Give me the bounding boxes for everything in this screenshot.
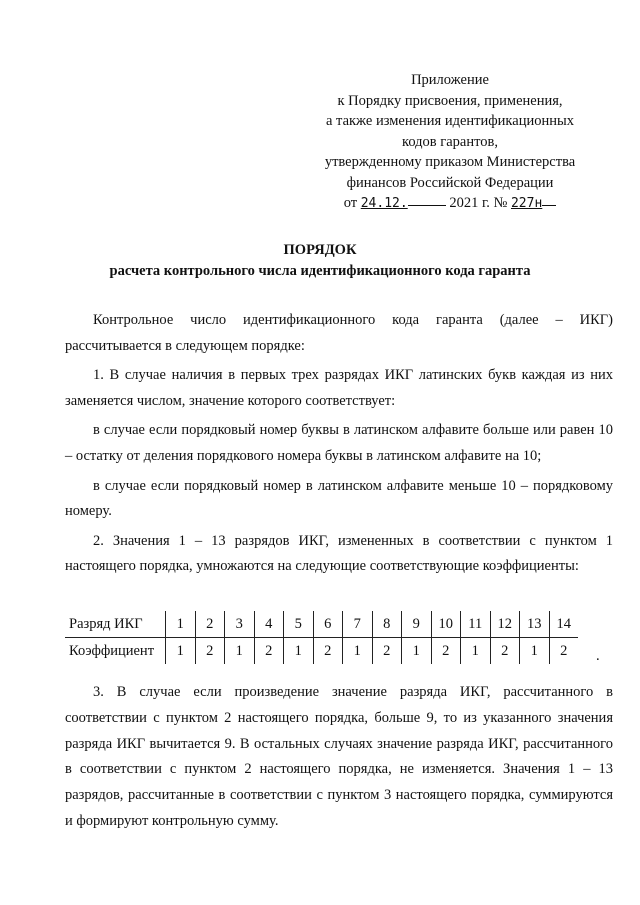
row-header-coefficient: Коэффициент <box>65 638 166 665</box>
document-title <box>0 240 640 282</box>
table-cell: 14 <box>549 611 578 638</box>
table-cell: 2 <box>195 611 225 638</box>
appendix-line: к Порядку присвоения, применения, <box>337 92 563 109</box>
document-body <box>65 308 613 580</box>
table-cell: 12 <box>490 611 520 638</box>
order-year: 2021 г. № <box>449 195 508 211</box>
table-trailing-period: . <box>596 648 600 664</box>
table-cell: 2 <box>313 638 343 665</box>
appendix-line: утвержденному приказом Министерства <box>324 154 576 170</box>
table-cell: 1 <box>284 638 314 665</box>
appendix-block <box>300 70 600 215</box>
table-cell: 1 <box>520 638 550 665</box>
table-cell: 1 <box>402 638 432 665</box>
appendix-line: финансов Российской Федерации <box>346 174 554 191</box>
table-row <box>65 611 578 638</box>
paragraph: в случае если порядковый номер буквы в латинском алфавите больше или равен 10 – остатку от деления порядкового номера буквы в латинском алфавите на 10; <box>65 422 613 464</box>
appendix-line: а также изменения идентификационных <box>326 113 574 129</box>
table-cell: 2 <box>490 638 520 665</box>
table-cell: 5 <box>284 611 314 638</box>
date-prefix: от <box>343 195 358 211</box>
coefficient-table <box>65 611 578 664</box>
table-cell: 8 <box>372 611 402 638</box>
table-row <box>65 638 578 665</box>
date-underline <box>408 204 446 206</box>
table-cell: 9 <box>402 611 432 638</box>
appendix-line: кодов гарантов, <box>402 133 498 150</box>
table-cell: 10 <box>431 611 461 638</box>
row-header-digit: Разряд ИКГ <box>65 611 166 638</box>
paragraph: 1. В случае наличия в первых трех разрядах ИКГ латинских букв каждая из них заменяется числом, значение которого соответствует: <box>65 367 613 409</box>
title-subtitle: расчета контрольного числа идентификационного кода гаранта <box>109 263 531 279</box>
table-cell: 3 <box>225 611 255 638</box>
table-cell: 6 <box>313 611 343 638</box>
table-cell: 1 <box>166 611 196 638</box>
table-cell: 11 <box>461 611 491 638</box>
table-cell: 2 <box>372 638 402 665</box>
paragraph: 3. В случае если произведение значение разряда ИКГ, рассчитанного в соответствии с пунктом 2 настоящего порядка, больше 9, то из указанного значения разряда ИКГ вычитается 9. В остальных случаях значение разряда ИКГ, рассчитанного в соответствии с пунктом 2 настоящего порядка, не изменяется. Значения 1 – 13 разрядов, рассчитанные в соответствии с пунктом 3 настоящего порядка, суммируются и формируют контрольную сумму. <box>65 684 613 829</box>
table-cell: 1 <box>343 638 373 665</box>
order-date: 24.12. <box>360 196 408 211</box>
table-cell: 1 <box>225 638 255 665</box>
table-cell: 4 <box>254 611 284 638</box>
document-body-continued <box>65 680 613 835</box>
paragraph: 2. Значения 1 – 13 разрядов ИКГ, измененных в соответствии с пунктом 1 настоящего порядка, умножаются на следующие соответствующие коэффициенты: <box>65 532 613 575</box>
table-cell: 2 <box>195 638 225 665</box>
appendix-line: Приложение <box>411 72 489 88</box>
paragraph: Контрольное число идентификационного кода гаранта (далее – ИКГ) рассчитывается в следующем порядке: <box>65 312 613 354</box>
table-cell: 2 <box>254 638 284 665</box>
order-number: 227н <box>510 196 543 211</box>
table-cell: 2 <box>431 638 461 665</box>
title-heading: ПОРЯДОК <box>283 242 357 258</box>
table-cell: 1 <box>166 638 196 665</box>
paragraph: в случае если порядковый номер в латинском алфавите меньше 10 – порядковому номеру. <box>65 477 613 520</box>
table-cell: 1 <box>461 638 491 665</box>
order-date-line <box>300 193 600 215</box>
table-cell: 7 <box>343 611 373 638</box>
number-underline <box>542 204 556 206</box>
table-cell: 2 <box>560 642 568 659</box>
table-cell: 13 <box>520 611 550 638</box>
